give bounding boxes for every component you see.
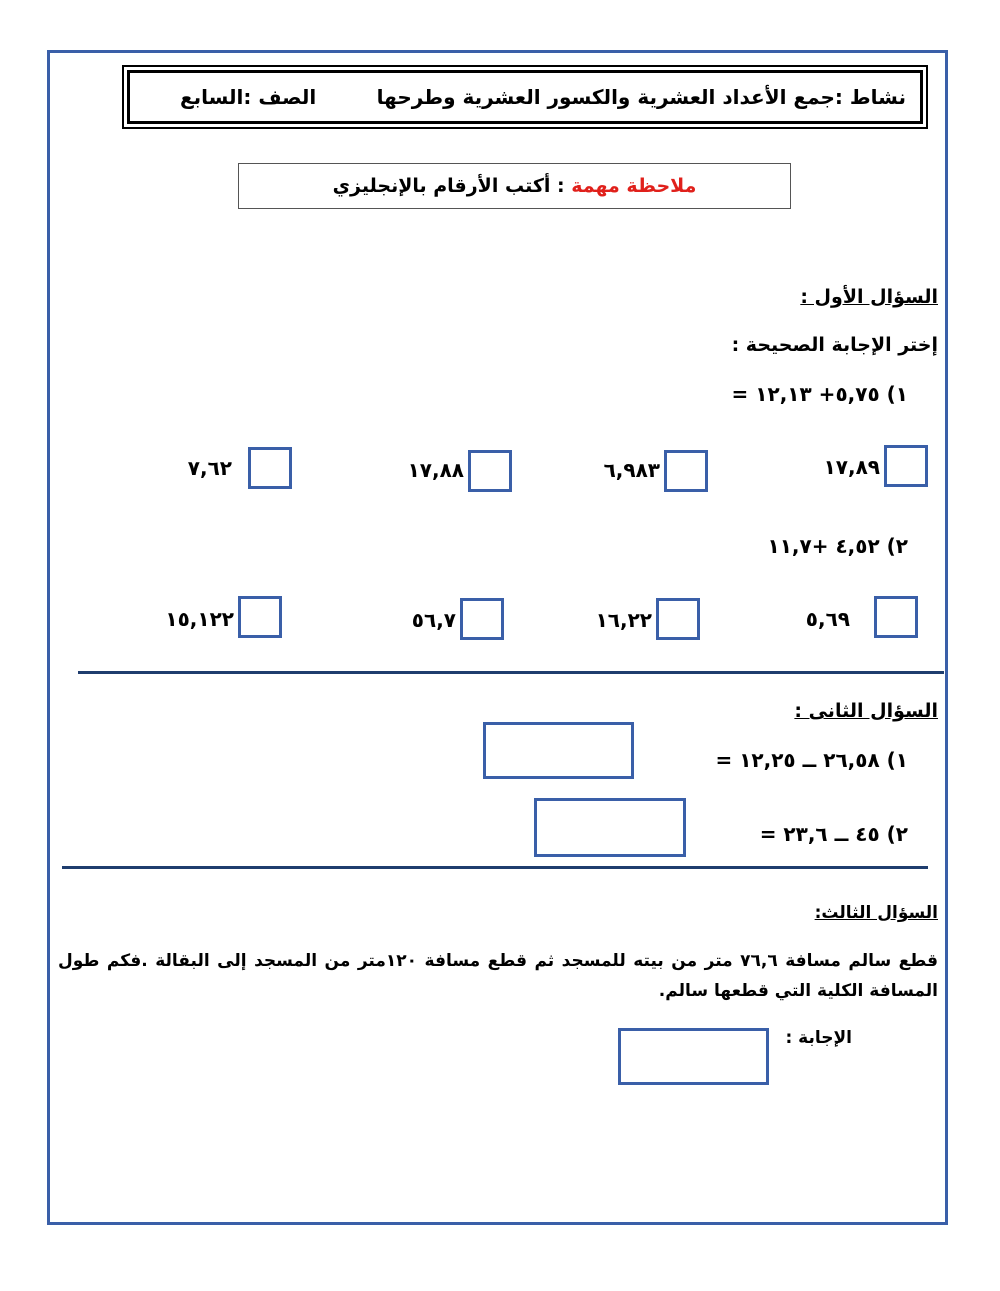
q1-item1-option2-label: ٦,٩٨٣ (603, 458, 660, 482)
note-label: ملاحظة مهمة (571, 175, 697, 197)
q1-item2-option1-checkbox[interactable] (874, 596, 918, 638)
q1-item1-option4-checkbox[interactable] (248, 447, 292, 489)
q1-heading: السؤال الأول : (800, 286, 938, 308)
q1-item1-option3-label: ١٧,٨٨ (407, 458, 464, 482)
q1-item2-option4-label: ١٥,١٢٢ (165, 607, 234, 631)
q3-answer-label: الإجابة : (785, 1028, 852, 1048)
q1-item1-option3-checkbox[interactable] (468, 450, 512, 492)
activity-title: نشاط :جمع الأعداد العشرية والكسور العشرية وطرحها (376, 85, 906, 109)
q1-item1-question: ١) ٥,٧٥+ ١٢,١٣ = (731, 382, 908, 406)
section-divider-2 (62, 866, 928, 869)
q1-item2-question: ٢) ٤,٥٢ +١١,٧ (767, 534, 908, 558)
note-box (238, 163, 791, 209)
q1-item1-option2-checkbox[interactable] (664, 450, 708, 492)
q1-item1-option4-label: ٧,٦٢ (187, 456, 232, 480)
q3-heading: السؤال الثالث: (814, 903, 938, 923)
q1-item2-option1-label: ٥,٦٩ (805, 607, 850, 631)
q3-answer-box[interactable] (618, 1028, 769, 1085)
q2-heading: السؤال الثانى : (794, 700, 938, 722)
q2-item1-question: ١) ٢٦,٥٨ ــ ١٢,٢٥ = (715, 748, 908, 772)
header-inner (127, 70, 923, 124)
note-text: : أكتب الأرقام بالإنجليزي (332, 175, 565, 197)
q1-item2-option4-checkbox[interactable] (238, 596, 282, 638)
q1-item1-option1-checkbox[interactable] (884, 445, 928, 487)
q2-item2-question: ٢) ٤٥ ــ ٢٣,٦ = (759, 822, 908, 846)
q1-item2-option2-checkbox[interactable] (656, 598, 700, 640)
q1-item2-option2-label: ١٦,٢٢ (595, 608, 652, 632)
header-box (122, 65, 928, 129)
grade-label: الصف :السابع (180, 85, 317, 109)
q1-item1-option1-label: ١٧,٨٩ (823, 455, 880, 479)
q1-instruction: إختر الإجابة الصحيحة : (731, 334, 938, 356)
q2-item2-answer-box[interactable] (534, 798, 686, 857)
q1-item2-option3-checkbox[interactable] (460, 598, 504, 640)
q2-item1-answer-box[interactable] (483, 722, 634, 779)
q1-item2-option3-label: ٥٦,٧ (411, 608, 456, 632)
section-divider-1 (78, 671, 944, 674)
q3-text: قطع سالم مسافة ٧٦,٦ متر من بيته للمسجد ثم قطع مسافة ١٢٠متر من المسجد إلى البقالة .فكم طول المسافة الكلية التي قطعها سالم. (58, 951, 938, 1001)
